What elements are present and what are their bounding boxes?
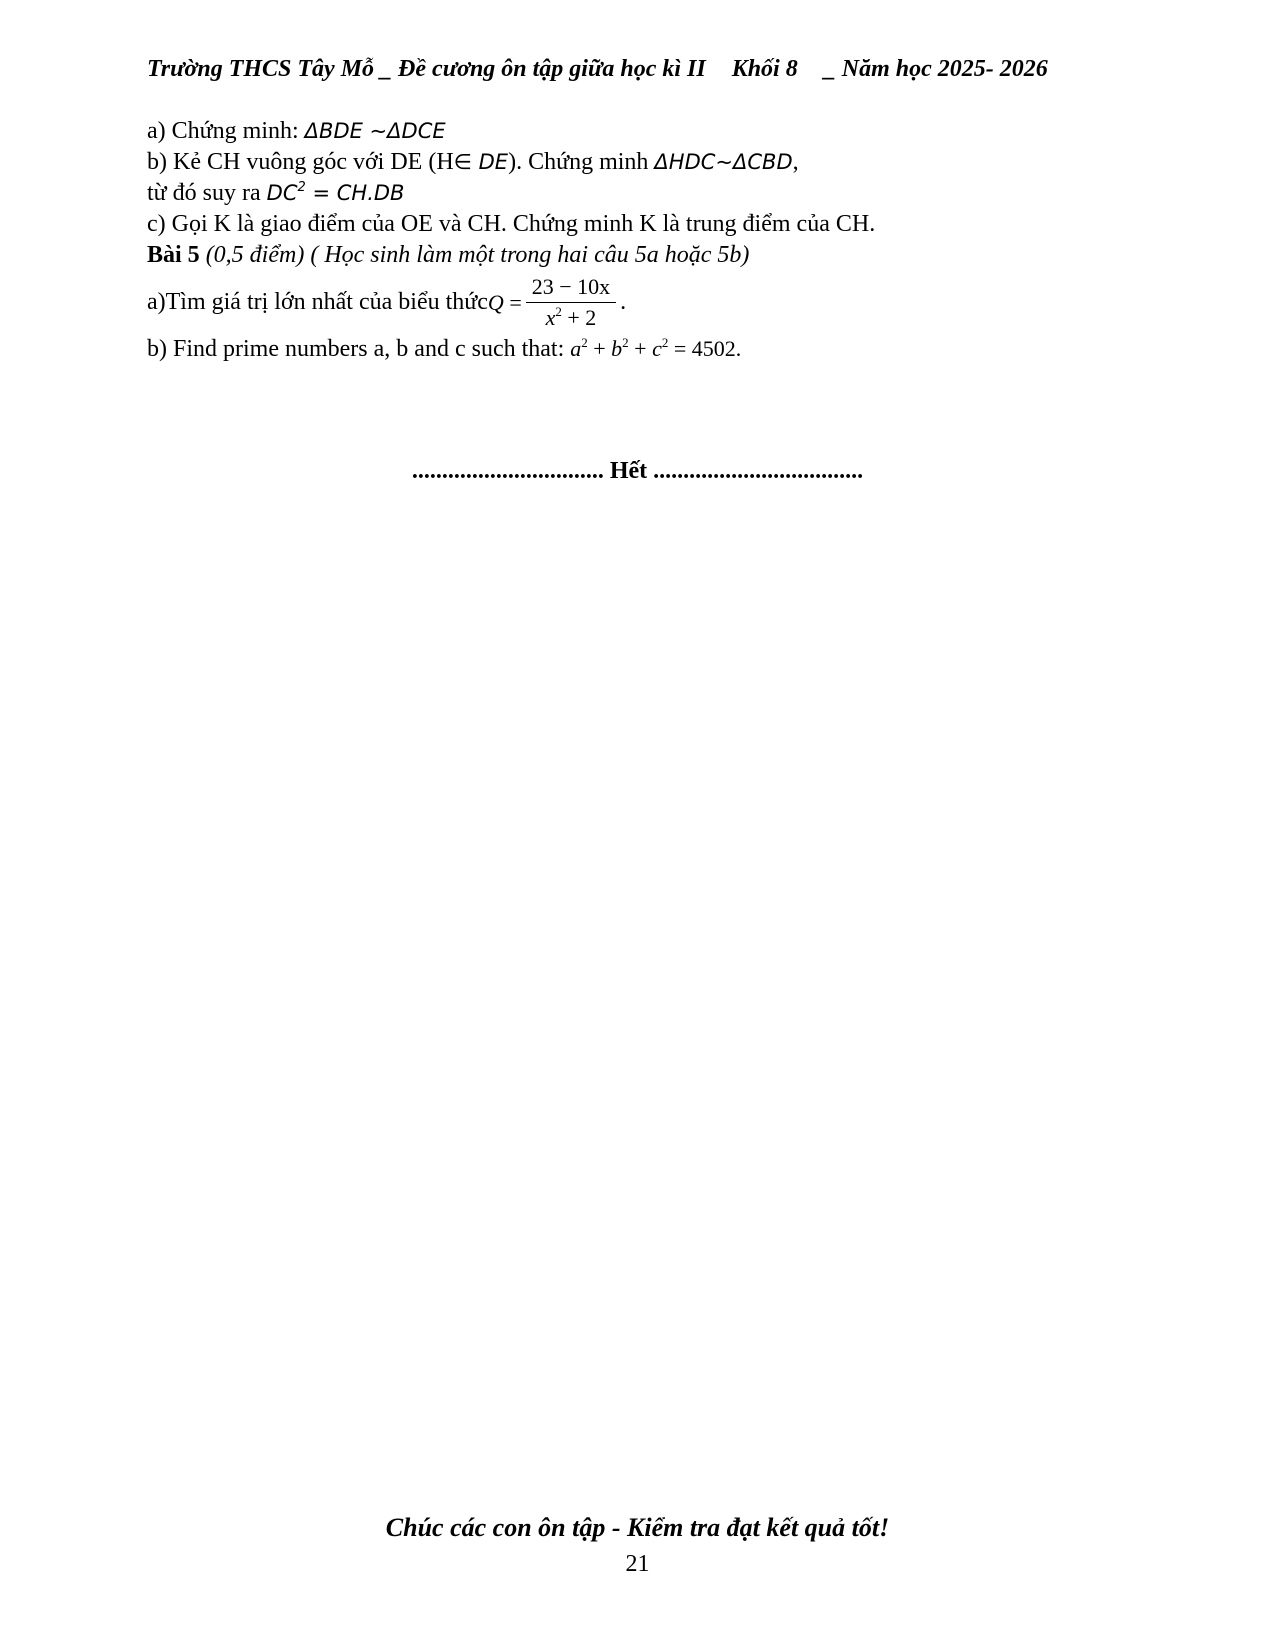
page-header [147, 56, 1147, 83]
question-part-a: a) Chứng minh: ΔBDE ∼ΔDCE [147, 118, 446, 144]
exercise-content [147, 116, 1147, 365]
element-of-symbol: ∈ [453, 150, 479, 174]
fraction-expression: Q = [487, 289, 522, 315]
footer-message: Chúc các con ôn tập - Kiểm tra đạt kết quả tốt! [385, 1513, 890, 1542]
header-grade: Khối 8 [731, 56, 798, 82]
exercise-5a: a)Tìm giá trị lớn nhất của biểu thức Q = $\frac{23 - 10x}{x^2 + 2}$ . [147, 273, 627, 330]
exercise-5-title: Bài 5 [147, 242, 200, 268]
exercise-5-note: (0,5 điểm) ( Học sinh làm một trong hai câu 5a hoặc 5b) [199, 242, 750, 268]
math-expression: DE [478, 150, 509, 174]
math-expression: ΔHDC∼ΔCBD [654, 150, 793, 174]
exercise-5-heading [147, 240, 1147, 271]
page-number: 21 [625, 1551, 650, 1577]
question-part-c: c) Gọi K là giao điểm của OE và CH. Chứng minh K là trung điểm của CH. [147, 211, 876, 237]
end-marker: ................................ Hết ................................... [411, 458, 864, 484]
exercise-5b: b) Find prime numbers a, b and c such that: $a^2 + b^2 + c^2 = 4502$. [147, 335, 742, 362]
fraction-numerator: 23 − 10x [526, 274, 616, 303]
math-expression: $DC^2 = CH.DB$ [266, 180, 405, 205]
math-expression: ΔBDE ∼ΔDCE [304, 119, 446, 143]
question-part-b: b) Kẻ CH vuông góc với DE (H∈ DE). Chứng minh ΔHDC∼ΔCBD, [147, 149, 799, 175]
equation: $a^2 + b^2 + c^2 = 4502$. [570, 335, 742, 361]
header-school-year: _ Năm học 2025- 2026 [823, 56, 1048, 82]
fraction-denominator: $x^2 + 2$ [545, 303, 597, 330]
fraction [526, 274, 616, 331]
header-school-title: Trường THCS Tây Mỗ _ Đề cương ôn tập giữa học kì II [147, 56, 706, 82]
question-part-b-continued: từ đó suy ra $DC^2 = CH.DB$ [147, 180, 405, 206]
